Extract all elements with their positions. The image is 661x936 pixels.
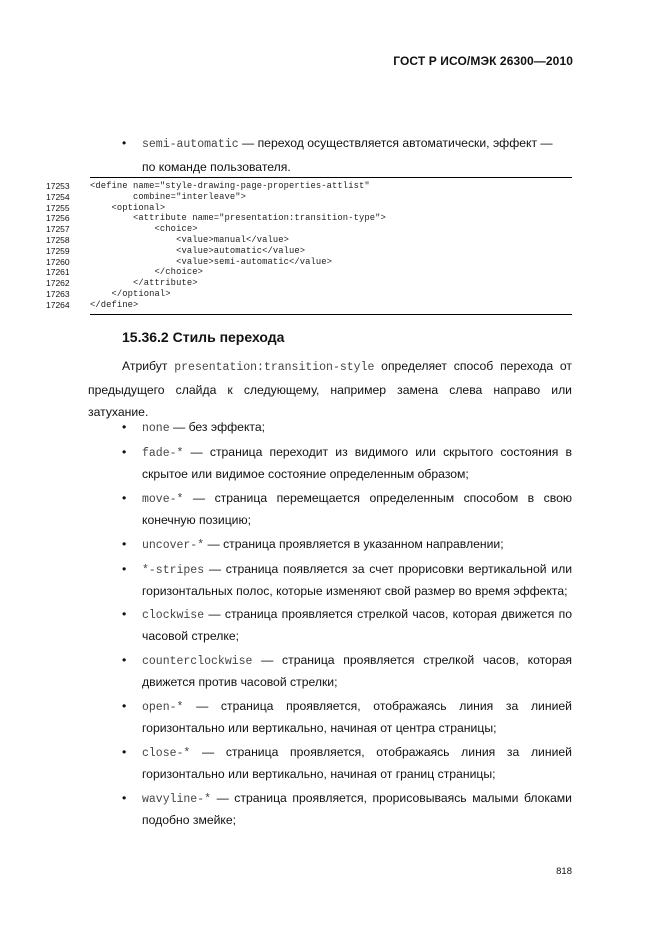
- bullet-marker: •: [122, 561, 127, 576]
- code-line: [40, 246, 572, 257]
- list-item: [122, 788, 572, 831]
- code-text: <value>manual</value>: [90, 234, 290, 245]
- code-text: <value>semi-automatic</value>: [90, 256, 333, 267]
- bullet-marker: •: [122, 791, 127, 806]
- item-text: — страница проявляется в указанном направлении;: [204, 536, 504, 551]
- code-term: clockwise: [142, 609, 205, 623]
- code-term: presentation:transition-style: [174, 361, 375, 374]
- transition-style-list: [122, 417, 572, 834]
- line-number: 17255: [46, 202, 70, 213]
- code-line: [40, 224, 572, 235]
- code-term: semi-automatic: [142, 138, 239, 151]
- page-number: 818: [556, 866, 572, 877]
- line-number: 17262: [46, 278, 70, 289]
- section-title: 15.36.2 Стиль перехода: [122, 329, 285, 345]
- list-item: [122, 604, 572, 647]
- code-term: counterclockwise: [142, 655, 253, 669]
- code-bottom-rule: [90, 314, 572, 315]
- code-text: </choice>: [90, 267, 203, 278]
- list-item: [122, 488, 572, 531]
- item-text: — страница проявляется стрелкой часов, которая движется по часовой стрелке;: [142, 607, 572, 644]
- code-term: move-*: [142, 492, 184, 506]
- line-number: 17254: [46, 191, 70, 202]
- code-line: [40, 235, 572, 246]
- list-item: [122, 696, 572, 739]
- document-header: ГОСТ Р ИСО/МЭК 26300—2010: [393, 54, 573, 68]
- bullet-marker: •: [122, 490, 127, 505]
- bullet-marker: •: [122, 745, 127, 760]
- line-number: 17263: [46, 288, 70, 299]
- intro-paragraph: [88, 355, 572, 423]
- item-text: — переход осуществляется автоматически, эффект —: [238, 136, 553, 150]
- code-term: fade-*: [142, 446, 184, 460]
- line-number: 17260: [46, 256, 70, 267]
- code-text: <choice>: [90, 224, 198, 235]
- code-line: [40, 181, 572, 192]
- code-text: combine="interleave">: [90, 191, 246, 202]
- item-text-continuation: по команде пользователя.: [142, 160, 291, 174]
- code-term: none: [142, 422, 170, 435]
- item-text: — страница перемещается определенным способом в свою конечную позицию;: [142, 490, 572, 527]
- list-item: [122, 442, 572, 485]
- code-line: [40, 257, 572, 268]
- code-text: <value>automatic</value>: [90, 245, 306, 256]
- item-text: — без эффекта;: [169, 420, 266, 434]
- line-number: 17264: [46, 299, 70, 310]
- item-text: — страница проявляется, отображаясь линия за линией горизонтально или вертикально, начиная от центра страницы;: [142, 699, 572, 736]
- line-number: 17256: [46, 213, 70, 224]
- code-line: [40, 213, 572, 224]
- code-term: close-*: [142, 747, 191, 761]
- code-text: </attribute>: [90, 278, 198, 289]
- bullet-marker: •: [122, 444, 127, 459]
- code-term: uncover-*: [142, 538, 205, 552]
- code-text: </define>: [90, 299, 139, 310]
- bullet-marker: •: [122, 653, 127, 668]
- code-line: [40, 289, 572, 300]
- item-text: — страница переходит из видимого или скрытого состояния в скрытое или видимое состояние определенным образом;: [142, 444, 572, 481]
- item-text: — страница появляется за счет прорисовки вертикальной или горизонтальных полос, которые изменяют свой размер во время эффекта;: [142, 561, 572, 598]
- list-item: [122, 534, 572, 556]
- code-text: <attribute name="presentation:transition-type">: [90, 213, 386, 224]
- bullet-marker: •: [122, 420, 127, 434]
- code-text: <optional>: [90, 202, 166, 213]
- code-line: [40, 300, 572, 311]
- line-number: 17257: [46, 224, 70, 235]
- code-term: wavyline-*: [142, 793, 212, 807]
- list-item: [122, 559, 572, 602]
- list-item: [122, 650, 572, 693]
- code-line: [40, 203, 572, 214]
- item-text: — страница проявляется стрелкой часов, которая движется против часовой стрелки;: [142, 653, 572, 690]
- line-number: 17258: [46, 234, 70, 245]
- code-term: *-stripes: [142, 563, 205, 577]
- bullet-marker: •: [122, 536, 127, 551]
- bullet-marker: •: [122, 136, 127, 150]
- code-text: <define name="style-drawing-page-properties-attlist": [90, 181, 370, 191]
- code-line: [40, 267, 572, 278]
- code-line: [40, 192, 572, 203]
- line-number: 17261: [46, 267, 70, 278]
- line-number: 17253: [46, 181, 70, 191]
- list-item: [122, 417, 572, 439]
- list-item: [122, 742, 572, 785]
- intro-rest: определяет способ перехода от предыдущего слайда к следующему, например замена слева направо или затухание.: [88, 359, 572, 419]
- code-line: [40, 278, 572, 289]
- intro-lead: Атрибут: [122, 359, 175, 373]
- top-bullet: [122, 132, 572, 178]
- list-item: [122, 132, 572, 178]
- bullet-marker: •: [122, 607, 127, 622]
- item-text: — страница проявляется, отображаясь линия за линией горизонтально или вертикально, начиная от границ страницы;: [142, 745, 572, 782]
- code-top-rule: [90, 177, 572, 178]
- item-text: — страница проявляется, прорисовываясь малыми блоками подобно змейке;: [142, 791, 572, 828]
- line-number: 17259: [46, 245, 70, 256]
- code-term: open-*: [142, 701, 184, 715]
- code-text: </optional>: [90, 288, 171, 299]
- bullet-marker: •: [122, 699, 127, 714]
